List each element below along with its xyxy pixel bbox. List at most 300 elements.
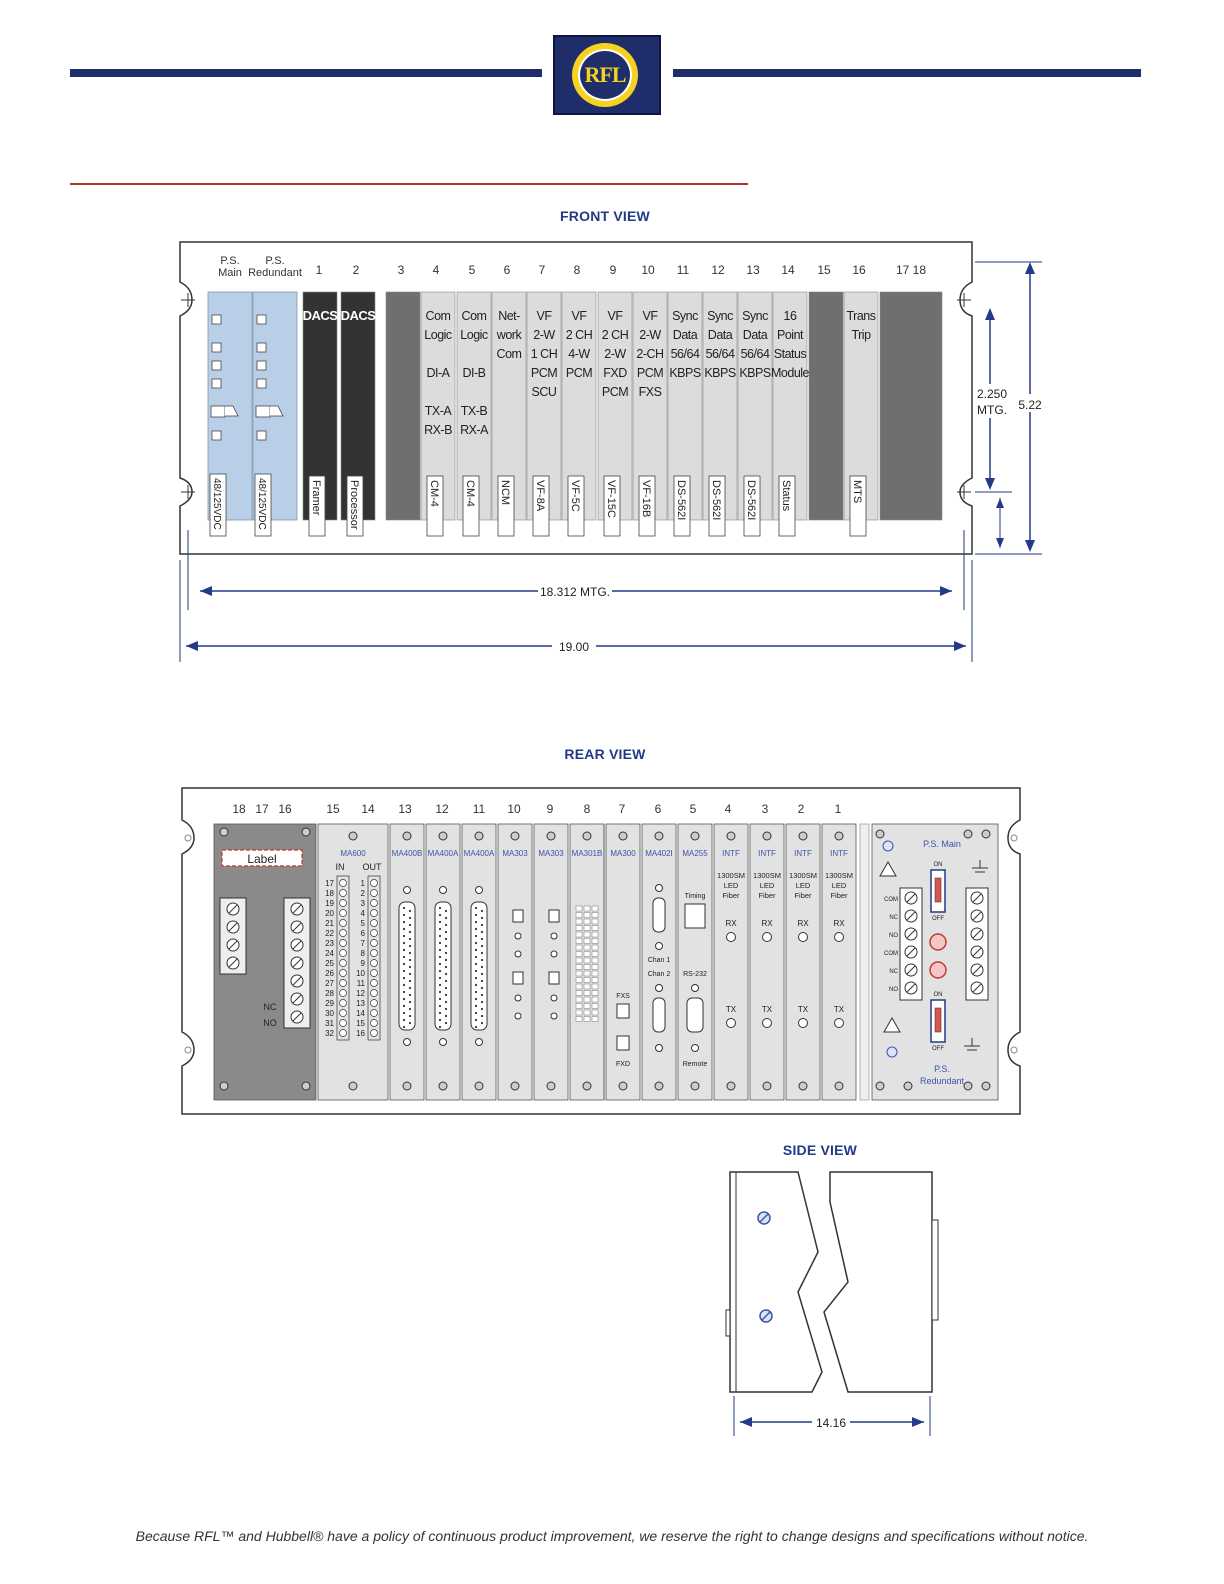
pin-icon	[409, 959, 411, 961]
ma600-in-number: 32	[325, 1029, 334, 1038]
grid-pin	[584, 991, 590, 996]
module-label: Sync	[707, 309, 733, 323]
ma600-out-number: 15	[356, 1019, 365, 1028]
module-tag-label: Status	[780, 480, 792, 512]
screw-icon	[371, 970, 378, 977]
pin-icon	[403, 949, 405, 951]
pin-icon	[403, 970, 405, 972]
no-label: NO	[263, 1018, 277, 1028]
module-label: DACS	[340, 308, 376, 323]
slot-number: 4	[432, 263, 440, 277]
grid-pin	[592, 997, 598, 1002]
tx-label: TX	[725, 1005, 737, 1014]
pin-icon	[475, 977, 477, 979]
screw-icon	[904, 1082, 912, 1090]
screw-icon	[340, 930, 347, 937]
screw-icon	[583, 1082, 591, 1090]
side-view-diagram	[700, 1160, 970, 1450]
logo-text: RFL	[578, 49, 632, 101]
module-tag-label: VF-5C	[569, 480, 581, 512]
rj-jack-icon	[617, 1004, 629, 1018]
screw-icon	[340, 980, 347, 987]
slot-number: 14	[781, 263, 795, 277]
ma600-out-number: 10	[356, 969, 365, 978]
pin-icon	[445, 966, 447, 968]
led-icon	[212, 315, 221, 324]
alarm-terminal-label: COM	[884, 951, 898, 957]
screw-icon	[371, 890, 378, 897]
rx-label: RX	[797, 919, 809, 928]
module-label: Data	[707, 328, 733, 342]
ma600-out-label: OUT	[362, 862, 382, 872]
tx-label: TX	[761, 1005, 773, 1014]
module-tag-label: CM-4	[464, 480, 476, 507]
ps-redundant-voltage: 48/125VDC	[256, 478, 267, 530]
pin-icon	[439, 970, 441, 972]
module-label: Data	[742, 328, 768, 342]
screw-icon	[835, 1082, 843, 1090]
module-label: Data	[672, 328, 698, 342]
screw-icon	[403, 1082, 411, 1090]
tx-label: TX	[797, 1005, 809, 1014]
module-label: Trans	[846, 309, 876, 323]
pin-icon	[475, 991, 477, 993]
fiber-label: Fiber	[794, 891, 812, 900]
screw-icon	[340, 990, 347, 997]
grid-pin	[584, 958, 590, 963]
pin-icon	[445, 987, 447, 989]
grid-pin	[592, 984, 598, 989]
led-icon	[257, 379, 266, 388]
indicator-icon	[887, 1047, 897, 1057]
pin-icon	[445, 952, 447, 954]
pin-icon	[439, 928, 441, 930]
module-label: SCU	[531, 385, 557, 399]
pin-icon	[475, 1019, 477, 1021]
module-label: TX-B	[460, 404, 488, 418]
fuse-icon	[930, 962, 946, 978]
screw-icon	[476, 887, 483, 894]
screw-icon	[583, 832, 591, 840]
pin-icon	[403, 907, 405, 909]
rear-slot-number: 7	[618, 802, 626, 816]
screw-icon	[619, 1082, 627, 1090]
led-icon	[551, 1013, 557, 1019]
pin-icon	[439, 949, 441, 951]
ma600-out-number: 2	[360, 889, 365, 898]
ma600-out-number: 13	[356, 999, 365, 1008]
pin-icon	[439, 1026, 441, 1028]
pin-icon	[409, 945, 411, 947]
pin-icon	[481, 980, 483, 982]
rear-slot-number: 18	[232, 802, 246, 816]
module-label: VF	[536, 309, 552, 323]
module-label: 2-W	[533, 328, 555, 342]
pin-icon	[439, 991, 441, 993]
grid-pin	[592, 913, 598, 918]
rear-slot-number: 12	[435, 802, 449, 816]
pin-icon	[439, 914, 441, 916]
grid-pin	[584, 997, 590, 1002]
alarm-terminal-label: NO	[889, 987, 898, 993]
screw-icon	[692, 985, 699, 992]
pin-icon	[409, 931, 411, 933]
label-text: Label	[247, 852, 277, 866]
screw-icon	[340, 950, 347, 957]
db-connector	[471, 902, 487, 1030]
ma600-out-number: 16	[356, 1029, 365, 1038]
dim-height-label: 5.22	[1018, 398, 1042, 412]
pin-icon	[445, 938, 447, 940]
rear-card-title: MA600	[340, 849, 366, 858]
rear-card-title: MA303	[538, 849, 564, 858]
screw-icon	[403, 832, 411, 840]
module-label: PCM	[565, 366, 593, 380]
pin-icon	[475, 949, 477, 951]
section-rule	[70, 183, 748, 185]
module-label: Logic	[460, 328, 488, 342]
pin-icon	[439, 921, 441, 923]
grid-pin	[592, 1017, 598, 1022]
led-icon	[257, 343, 266, 352]
module-label: TX-A	[424, 404, 452, 418]
grid-pin	[576, 952, 582, 957]
ma600-in-number: 21	[325, 919, 334, 928]
pin-icon	[439, 977, 441, 979]
ma600-in-number: 25	[325, 959, 334, 968]
grid-pin	[576, 945, 582, 950]
pin-icon	[403, 921, 405, 923]
led-icon	[515, 1013, 521, 1019]
module-tag-label: VF-8A	[534, 480, 546, 512]
switch-off-label: OFF	[932, 916, 944, 922]
module-tag-label: VF-16B	[640, 480, 652, 518]
pin-icon	[481, 938, 483, 940]
grid-pin	[576, 991, 582, 996]
dim-depth-label: 14.16	[815, 1416, 847, 1430]
screw-icon	[371, 950, 378, 957]
db-connector	[399, 902, 415, 1030]
pin-icon	[409, 924, 411, 926]
module-label: Logic	[424, 328, 452, 342]
screw-icon	[220, 828, 228, 836]
module-label: 2-W	[604, 347, 626, 361]
module-card	[386, 292, 420, 520]
pin-icon	[475, 1012, 477, 1014]
pin-icon	[481, 959, 483, 961]
fiber-label: Fiber	[758, 891, 776, 900]
ma600-in-number: 17	[325, 879, 334, 888]
pin-icon	[403, 991, 405, 993]
screw-icon	[475, 832, 483, 840]
rear-slot-number: 5	[689, 802, 697, 816]
side-front-tab	[726, 1310, 730, 1336]
module-tag-label: DS-562I	[675, 480, 687, 521]
ps-redundant-label: Redundant	[919, 1076, 965, 1086]
pin-icon	[403, 1019, 405, 1021]
led-icon	[551, 995, 557, 1001]
module-label: 16	[783, 309, 797, 323]
rear-card-title: INTF	[758, 849, 776, 858]
ma600-out-number: 14	[356, 1009, 365, 1018]
fiber-port-icon	[835, 1019, 844, 1028]
pin-icon	[409, 917, 411, 919]
screw-icon	[404, 887, 411, 894]
ma600-out-number: 4	[360, 909, 365, 918]
slot-number: 17 18	[895, 263, 927, 277]
pin-icon	[445, 994, 447, 996]
led-icon	[212, 379, 221, 388]
rx-label: RX	[725, 919, 737, 928]
rj-jack-icon	[617, 1036, 629, 1050]
pin-icon	[403, 977, 405, 979]
fiber-label: 1300SM	[717, 871, 745, 880]
pin-icon	[439, 942, 441, 944]
pin-icon	[445, 910, 447, 912]
fiber-port-icon	[763, 1019, 772, 1028]
screw-icon	[656, 885, 663, 892]
grid-pin	[576, 1017, 582, 1022]
pin-icon	[403, 935, 405, 937]
grid-pin	[584, 932, 590, 937]
grid-pin	[592, 1010, 598, 1015]
screw-icon	[656, 1045, 663, 1052]
pin-icon	[475, 914, 477, 916]
grid-pin	[576, 913, 582, 918]
pin-icon	[409, 938, 411, 940]
pin-icon	[445, 924, 447, 926]
module-label: KBPS	[704, 366, 736, 380]
alarm-terminal-label: NC	[889, 969, 898, 975]
pin-icon	[409, 980, 411, 982]
pin-icon	[445, 1022, 447, 1024]
slot-number: 12	[711, 263, 725, 277]
screw-icon	[511, 832, 519, 840]
grid-pin	[576, 978, 582, 983]
screw-icon	[340, 910, 347, 917]
pin-icon	[445, 931, 447, 933]
module-label: 4-W	[568, 347, 590, 361]
screw-icon	[799, 832, 807, 840]
fiber-label: LED	[831, 881, 847, 890]
alarm-terminal-label: COM	[884, 897, 898, 903]
screw-icon	[371, 880, 378, 887]
ps-redundant-label: P.S.	[265, 255, 285, 267]
switch-on-label: ON	[933, 992, 943, 998]
pin-icon	[445, 959, 447, 961]
timing-label: Timing	[684, 893, 706, 900]
led-icon	[515, 951, 521, 957]
grid-pin	[592, 971, 598, 976]
pin-icon	[475, 942, 477, 944]
module-label: Sync	[742, 309, 768, 323]
ma600-out-number: 9	[360, 959, 365, 968]
fuse-icon	[930, 934, 946, 950]
pin-icon	[409, 987, 411, 989]
slot-number: 6	[503, 263, 511, 277]
pin-icon	[481, 994, 483, 996]
slot-number: 3	[397, 263, 405, 277]
footer-disclaimer: Because RFL™ and Hubbell® have a policy of continuous product improvement, we reserve the right to change designs and specifications without notice.	[135, 1528, 1089, 1544]
led-icon	[257, 361, 266, 370]
screw-icon	[727, 1082, 735, 1090]
rear-card-title: INTF	[830, 849, 848, 858]
switch-toggle	[935, 878, 941, 902]
ma600-out-number: 6	[360, 929, 365, 938]
ma600-in-number: 26	[325, 969, 334, 978]
grid-pin	[592, 939, 598, 944]
rear-card	[678, 824, 712, 1100]
pin-icon	[481, 966, 483, 968]
grid-pin	[584, 919, 590, 924]
pin-icon	[445, 1015, 447, 1017]
fiber-label: Fiber	[722, 891, 740, 900]
fiber-port-icon	[799, 933, 808, 942]
pin-icon	[439, 956, 441, 958]
rear-slot-number: 9	[546, 802, 554, 816]
module-label: 56/64	[705, 347, 735, 361]
grid-pin	[576, 958, 582, 963]
led-icon	[515, 995, 521, 1001]
rear-slot-number: 3	[761, 802, 769, 816]
module-label: 56/64	[740, 347, 770, 361]
fiber-label: 1300SM	[825, 871, 853, 880]
screw-icon	[691, 832, 699, 840]
rear-card	[498, 824, 532, 1100]
slot-number: 11	[676, 263, 690, 277]
fiber-label: Fiber	[830, 891, 848, 900]
pin-icon	[475, 907, 477, 909]
module-label: VF	[571, 309, 587, 323]
module-label: Com	[425, 309, 451, 323]
screw-icon	[692, 1045, 699, 1052]
pin-icon	[403, 914, 405, 916]
arrow-icon	[996, 538, 1004, 548]
arrow-icon	[200, 586, 212, 596]
grid-pin	[592, 958, 598, 963]
module-tag-label: CM-4	[428, 480, 440, 507]
fiber-port-icon	[727, 933, 736, 942]
fiber-label: LED	[759, 881, 775, 890]
grid-pin	[592, 926, 598, 931]
rj-jack-icon	[685, 904, 705, 928]
ma600-in-number: 30	[325, 1009, 334, 1018]
pin-icon	[439, 963, 441, 965]
pin-icon	[439, 984, 441, 986]
screw-icon	[439, 1082, 447, 1090]
arrow-icon	[940, 586, 952, 596]
screw-icon	[340, 1010, 347, 1017]
slot-number: 15	[817, 263, 831, 277]
led-icon	[212, 431, 221, 440]
slot-number: 13	[746, 263, 760, 277]
module-tag-label: Framer	[310, 480, 322, 516]
pin-icon	[409, 1015, 411, 1017]
module-label: Net-	[498, 309, 520, 323]
screw-icon	[371, 960, 378, 967]
grid-pin	[584, 906, 590, 911]
rx-label: RX	[761, 919, 773, 928]
chan2-label: Chan 2	[647, 971, 671, 978]
pin-icon	[475, 984, 477, 986]
side-chassis-rear	[824, 1172, 932, 1392]
ps-redundant-label: P.S.	[934, 1064, 950, 1074]
rear-slot-number: 8	[583, 802, 591, 816]
screw-icon	[547, 1082, 555, 1090]
rfl-logo	[553, 35, 661, 115]
screw-icon	[302, 828, 310, 836]
arrow-icon	[186, 641, 198, 651]
side-rear-bracket	[932, 1220, 938, 1320]
module-tag-label: VF-15C	[605, 480, 617, 518]
pin-icon	[475, 963, 477, 965]
pin-icon	[445, 980, 447, 982]
led-icon	[257, 315, 266, 324]
module-label: 2-W	[639, 328, 661, 342]
rear-view-diagram	[0, 780, 1224, 1125]
chassis-hole	[1011, 835, 1017, 841]
rear-card	[786, 824, 820, 1100]
grid-pin	[584, 926, 590, 931]
rear-slot-number: 11	[472, 802, 486, 816]
module-label: VF	[607, 309, 623, 323]
pin-icon	[445, 1001, 447, 1003]
led-icon	[515, 933, 521, 939]
module-label: RX-A	[460, 423, 488, 437]
rear-slot-number: 14	[361, 802, 375, 816]
module-label: work	[496, 328, 522, 342]
pin-icon	[403, 928, 405, 930]
rear-card	[606, 824, 640, 1100]
grid-pin	[592, 965, 598, 970]
nc-label: NC	[263, 1002, 277, 1012]
module-label: Status	[773, 347, 807, 361]
slot-number: 16	[852, 263, 866, 277]
pin-icon	[481, 945, 483, 947]
screw-icon	[371, 900, 378, 907]
grid-pin	[584, 984, 590, 989]
front-view-diagram	[0, 230, 1224, 670]
slot-number: 5	[468, 263, 476, 277]
screw-icon	[655, 832, 663, 840]
rear-card-title: INTF	[794, 849, 812, 858]
screw-icon	[371, 990, 378, 997]
module-label: DACS	[302, 308, 338, 323]
grid-pin	[584, 978, 590, 983]
blank-slot	[860, 824, 869, 1100]
grid-pin	[584, 1010, 590, 1015]
module-label: Module	[771, 366, 809, 380]
screw-icon	[655, 1082, 663, 1090]
switch-icon	[256, 406, 270, 417]
ma600-in-number: 20	[325, 909, 334, 918]
module-tag-label: DS-562I	[710, 480, 722, 521]
rear-slot-number: 16	[278, 802, 292, 816]
switch-off-label: OFF	[932, 1046, 944, 1052]
screw-icon	[340, 900, 347, 907]
screw-icon	[763, 1082, 771, 1090]
rear-slot-number: 17	[255, 802, 269, 816]
screw-icon	[511, 1082, 519, 1090]
module-card	[809, 292, 843, 520]
grid-pin	[592, 906, 598, 911]
arrow-icon	[996, 498, 1004, 508]
switch-icon	[211, 406, 225, 417]
rear-card-title: INTF	[722, 849, 740, 858]
dim-mtg-width-label: 18.312 MTG.	[539, 585, 611, 599]
rear-slot-number: 6	[654, 802, 662, 816]
arrow-icon	[740, 1417, 752, 1427]
